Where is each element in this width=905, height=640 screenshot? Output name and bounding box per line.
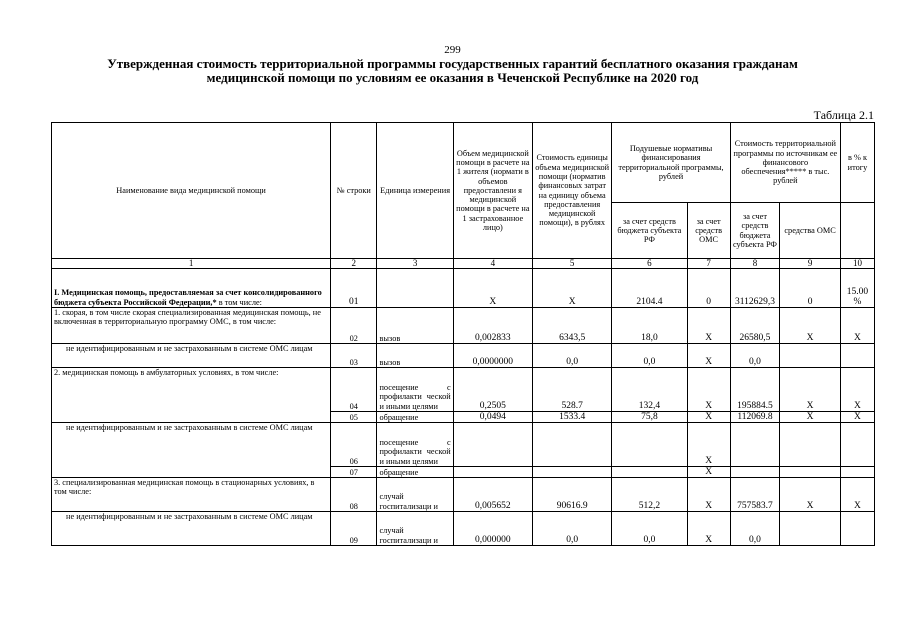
row-pc-budget: 0,0 bbox=[612, 512, 687, 546]
row-pc-budget: 2104.4 bbox=[612, 269, 687, 308]
header-name: Наименование вида медицинской помощи bbox=[52, 123, 331, 259]
row-cost-oms: X bbox=[780, 412, 841, 423]
row-percent: 15.00 % bbox=[840, 269, 874, 308]
row-pc-budget: 18,0 bbox=[612, 308, 687, 344]
row-number: 05 bbox=[331, 412, 377, 423]
row-name: 3. специализированная медицинская помощь в стационарных условиях, в том числе: bbox=[52, 478, 331, 512]
row-number: 02 bbox=[331, 308, 377, 344]
row-cost-oms: 0 bbox=[780, 269, 841, 308]
title-line-2: медицинской помощи по условиям ее оказания в Чеченской Республике на 2020 год bbox=[206, 70, 699, 85]
header-cost-unit: Стоимость единицы объема медицинской помощи (норматив финансовых затрат на единицу объема предоставления медицинской помощи), в рублях bbox=[533, 123, 612, 259]
row-percent: X bbox=[840, 308, 874, 344]
row-percent: X bbox=[840, 412, 874, 423]
row-number: 01 bbox=[331, 269, 377, 308]
row-cost-oms bbox=[780, 344, 841, 368]
table-row bbox=[52, 344, 875, 368]
row-pc-budget: 75,8 bbox=[612, 412, 687, 423]
row-cost-oms: X bbox=[780, 478, 841, 512]
table-row bbox=[52, 423, 875, 467]
row-name-rest: в том числе: bbox=[216, 297, 262, 307]
header-row-no: № строки bbox=[331, 123, 377, 259]
row-pc-budget: 0,0 bbox=[612, 344, 687, 368]
row-pc-budget bbox=[612, 467, 687, 478]
row-cost-budget: 3112629,3 bbox=[730, 269, 779, 308]
column-number: 8 bbox=[730, 259, 779, 269]
row-pc-oms: X bbox=[687, 467, 730, 478]
row-unit: случай госпитализаци и bbox=[377, 512, 453, 546]
row-name: не идентифицированным и не застрахованным в системе ОМС лицам bbox=[52, 512, 331, 546]
column-number: 4 bbox=[453, 259, 532, 269]
table-row bbox=[52, 478, 875, 512]
row-cost-oms bbox=[780, 423, 841, 467]
row-cost-budget bbox=[730, 467, 779, 478]
row-volume: 0,2505 bbox=[453, 368, 532, 412]
row-percent bbox=[840, 423, 874, 467]
row-pc-oms: X bbox=[687, 412, 730, 423]
row-name: не идентифицированным и не застрахованным в системе ОМС лицам bbox=[52, 344, 331, 368]
column-number: 9 bbox=[780, 259, 841, 269]
row-unit: вызов bbox=[377, 344, 453, 368]
header-percent: в % к итогу bbox=[840, 123, 874, 203]
row-name: 2. медицинская помощь в амбулаторных условиях, в том числе: bbox=[52, 368, 331, 423]
row-unit bbox=[377, 269, 453, 308]
column-number: 3 bbox=[377, 259, 453, 269]
page-number: 299 bbox=[444, 44, 461, 56]
row-unit: обращение bbox=[377, 412, 453, 423]
row-pc-budget: 132,4 bbox=[612, 368, 687, 412]
column-number-row bbox=[52, 259, 875, 269]
row-cost-unit: 90616.9 bbox=[533, 478, 612, 512]
header-unit: Единица измерения bbox=[377, 123, 453, 259]
row-cost-unit bbox=[533, 467, 612, 478]
header-per-capita: Подушевые нормативы финансирования территориальной программы, рублей bbox=[612, 123, 730, 203]
table-row bbox=[52, 269, 875, 308]
row-name: 1. скорая, в том числе скорая специализированная медицинская помощь, не включенная в территориальную программу ОМС, в том числе: bbox=[52, 308, 331, 344]
row-number: 08 bbox=[331, 478, 377, 512]
row-cost-budget: 0,0 bbox=[730, 344, 779, 368]
row-unit: посещение с профилакти ческой и иными целями bbox=[377, 423, 453, 467]
row-cost-unit: X bbox=[533, 269, 612, 308]
row-cost-budget: 195884.5 bbox=[730, 368, 779, 412]
header-per-capita-oms: за счет средств ОМС bbox=[687, 203, 730, 259]
header-per-capita-budget: за счет средств бюджета субъекта РФ bbox=[612, 203, 687, 259]
row-number: 04 bbox=[331, 368, 377, 412]
row-volume bbox=[453, 423, 532, 467]
column-number: 1 bbox=[52, 259, 331, 269]
row-cost-budget: 0,0 bbox=[730, 512, 779, 546]
row-volume: 0,000000 bbox=[453, 512, 532, 546]
row-cost-budget: 112069.8 bbox=[730, 412, 779, 423]
row-volume: 0,0494 bbox=[453, 412, 532, 423]
row-cost-unit: 6343,5 bbox=[533, 308, 612, 344]
row-cost-unit: 1533.4 bbox=[533, 412, 612, 423]
cost-table bbox=[51, 122, 875, 546]
row-volume: 0,0000000 bbox=[453, 344, 532, 368]
row-volume: 0,005652 bbox=[453, 478, 532, 512]
row-cost-oms: X bbox=[780, 368, 841, 412]
column-number: 10 bbox=[840, 259, 874, 269]
table-row bbox=[52, 512, 875, 546]
column-number: 2 bbox=[331, 259, 377, 269]
row-unit: посещение с профилакти ческой и иными целями bbox=[377, 368, 453, 412]
table-row bbox=[52, 368, 875, 412]
row-pc-oms: X bbox=[687, 368, 730, 412]
title-line-1: Утвержденная стоимость территориальной программы государственных гарантий бесплатного оказания гражданам bbox=[107, 56, 798, 71]
row-name: не идентифицированным и не застрахованным в системе ОМС лицам bbox=[52, 423, 331, 478]
row-name-bold: I. Медицинская помощь, предоставляемая за счет консолидированного бюджета субъекта Российской Федерации,* bbox=[54, 288, 322, 307]
row-pc-oms: X bbox=[687, 423, 730, 467]
table-label: Таблица 2.1 bbox=[813, 108, 874, 122]
row-cost-budget: 26580,5 bbox=[730, 308, 779, 344]
row-cost-oms bbox=[780, 467, 841, 478]
row-cost-unit bbox=[533, 423, 612, 467]
row-number: 06 bbox=[331, 423, 377, 467]
row-percent bbox=[840, 344, 874, 368]
row-cost-unit: 0,0 bbox=[533, 344, 612, 368]
column-number: 5 bbox=[533, 259, 612, 269]
row-unit: случай госпитализаци и bbox=[377, 478, 453, 512]
header-cost-oms: средства ОМС bbox=[780, 203, 841, 259]
header-cost-program: Стоимость территориальной программы по источникам ее финансового обеспечения***** в тыс. рублей bbox=[730, 123, 840, 203]
document-title bbox=[40, 57, 865, 85]
row-percent bbox=[840, 512, 874, 546]
row-number: 07 bbox=[331, 467, 377, 478]
row-pc-oms: X bbox=[687, 308, 730, 344]
header-volume: Объем медицинской помощи в расчете на 1 жителя (нормати в объемов предоставлени я медицинской помощи в расчете на 1 застрахованное лицо) bbox=[453, 123, 532, 259]
column-number: 6 bbox=[612, 259, 687, 269]
row-cost-oms bbox=[780, 512, 841, 546]
row-percent: X bbox=[840, 478, 874, 512]
header-cost-budget: за счет средств бюджета субъекта РФ bbox=[730, 203, 779, 259]
row-pc-oms: X bbox=[687, 512, 730, 546]
row-cost-budget bbox=[730, 423, 779, 467]
row-volume: 0,002833 bbox=[453, 308, 532, 344]
row-percent: X bbox=[840, 368, 874, 412]
row-cost-unit: 0,0 bbox=[533, 512, 612, 546]
row-unit: вызов bbox=[377, 308, 453, 344]
header-percent-empty bbox=[840, 203, 874, 259]
table-row bbox=[52, 308, 875, 344]
row-number: 03 bbox=[331, 344, 377, 368]
row-cost-unit: 528.7 bbox=[533, 368, 612, 412]
row-number: 09 bbox=[331, 512, 377, 546]
row-pc-budget: 512,2 bbox=[612, 478, 687, 512]
row-volume bbox=[453, 467, 532, 478]
row-pc-oms: 0 bbox=[687, 269, 730, 308]
row-percent bbox=[840, 467, 874, 478]
row-cost-oms: X bbox=[780, 308, 841, 344]
column-number: 7 bbox=[687, 259, 730, 269]
row-cost-budget: 757583.7 bbox=[730, 478, 779, 512]
row-unit: обращение bbox=[377, 467, 453, 478]
row-name bbox=[52, 269, 331, 308]
row-pc-oms: X bbox=[687, 344, 730, 368]
row-volume: X bbox=[453, 269, 532, 308]
row-pc-oms: X bbox=[687, 478, 730, 512]
row-pc-budget bbox=[612, 423, 687, 467]
